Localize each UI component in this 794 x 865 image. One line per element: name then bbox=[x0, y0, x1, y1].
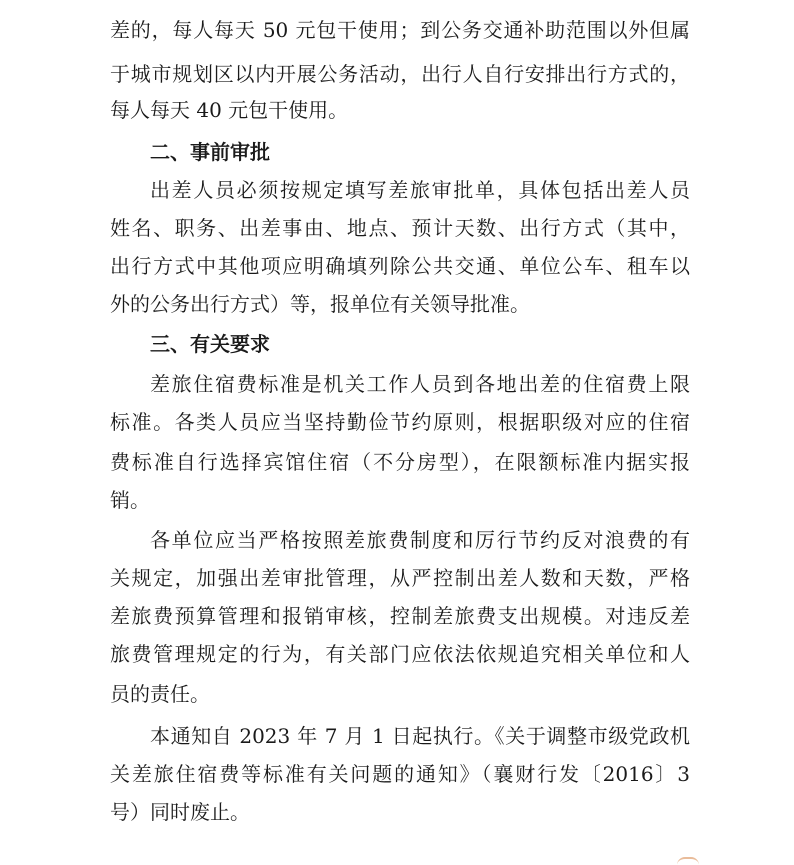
body-line: 号）同时废止。 bbox=[110, 800, 250, 824]
body-line: 差的，每人每天 50 元包干使用；到公务交通补助范围以外但属 bbox=[110, 18, 690, 42]
body-line: 差旅费预算管理和报销审核，控制差旅费支出规模。对违反差 bbox=[110, 604, 690, 628]
body-line: 出行方式中其他项应明确填列除公共交通、单位公车、租车以 bbox=[110, 254, 690, 278]
body-line: 姓名、职务、出差事由、地点、预计天数、出行方式（其中， bbox=[110, 216, 690, 240]
body-line: 于城市规划区以内开展公务活动，出行人自行安排出行方式的， bbox=[110, 62, 690, 86]
body-line: 外的公务出行方式）等，报单位有关领导批准。 bbox=[110, 292, 530, 316]
body-line: 旅费管理规定的行为，有关部门应依法依规追究相关单位和人 bbox=[110, 642, 690, 666]
section-heading-requirements: 三、有关要求 bbox=[150, 332, 270, 356]
body-line: 关规定，加强出差审批管理，从严控制出差人数和天数，严格 bbox=[110, 566, 690, 590]
body-line: 员的责任。 bbox=[110, 682, 210, 706]
body-line: 费标准自行选择宾馆住宿（不分房型），在限额标准内据实报 bbox=[110, 450, 690, 474]
body-line: 标准。各类人员应当坚持勤俭节约原则，根据职级对应的住宿 bbox=[110, 410, 690, 434]
body-line: 销。 bbox=[110, 488, 150, 512]
seal-edge-mark bbox=[677, 857, 699, 865]
body-line: 关差旅住宿费等标准有关问题的通知》（襄财行发〔2016〕3 bbox=[110, 762, 690, 786]
section-heading-approval: 二、事前审批 bbox=[150, 140, 270, 164]
body-line: 差旅住宿费标准是机关工作人员到各地出差的住宿费上限 bbox=[150, 372, 690, 396]
body-line: 每人每天 40 元包干使用。 bbox=[110, 98, 349, 122]
body-line: 本通知自 2023 年 7 月 1 日起执行。《关于调整市级党政机 bbox=[150, 724, 690, 748]
body-line: 各单位应当严格按照差旅费制度和厉行节约反对浪费的有 bbox=[150, 528, 690, 552]
body-line: 出差人员必须按规定填写差旅审批单，具体包括出差人员 bbox=[150, 178, 690, 202]
